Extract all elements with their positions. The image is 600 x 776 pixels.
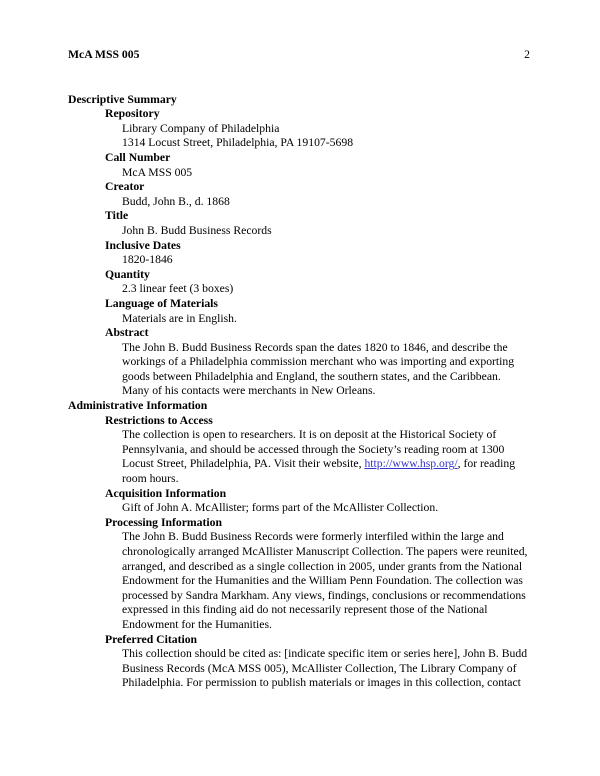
field-label-title: Title: [105, 209, 129, 223]
field-title: [68, 209, 530, 238]
field-label-creator: Creator: [105, 180, 145, 194]
field-label-call-number: Call Number: [105, 150, 171, 164]
field-label-processing: Processing Information: [105, 515, 222, 529]
language-value: Materials are in English.: [122, 311, 237, 325]
descriptive-summary-section: [68, 93, 530, 399]
field-inclusive-dates: [68, 239, 530, 268]
field-acquisition: [68, 487, 530, 516]
field-restrictions: [68, 414, 530, 487]
section-title-administrative-information: Administrative Information: [68, 399, 208, 413]
field-creator: [68, 180, 530, 209]
processing-text: The John B. Budd Business Records were formerly interfiled within the large and chronologically arranged McAllister Manuscript Collection. The papers were reunited, arranged, and described as a single collection in 2005, under grants from the National Endowment for the Humanities and the William Penn Foundation. The collection was processed by Sandra Markham. Any views, findings, conclusions or recommendations expressed in this finding aid do not necessarily represent those of the National Endowment for the Humanities.: [122, 530, 528, 631]
citation-text: This collection should be cited as: [indicate specific item or series here], John B. Budd Business Records (McA MSS 005), McAllister Collection, The Library Company of Philadelphia. For permission to publish materials or images in this collection, contact: [122, 647, 528, 690]
field-label-inclusive-dates: Inclusive Dates: [105, 238, 181, 252]
repository-address: 1314 Locust Street, Philadelphia, PA 19107-5698: [122, 136, 354, 150]
field-repository: [68, 107, 530, 151]
acquisition-text: Gift of John A. McAllister; forms part of the McAllister Collection.: [122, 501, 439, 515]
field-label-citation: Preferred Citation: [105, 632, 198, 646]
field-label-acquisition: Acquisition Information: [105, 486, 227, 500]
field-label-repository: Repository: [105, 107, 160, 121]
title-value: John B. Budd Business Records: [122, 223, 272, 237]
call-number-value: McA MSS 005: [122, 165, 193, 179]
field-abstract: [68, 326, 530, 399]
restrictions-text: [122, 428, 530, 486]
abstract-text: The John B. Budd Business Records span the dates 1820 to 1846, and describe the workings of a Philadelphia commission merchant who was importing and exporting goods between Philadelphia and England, the southern states, and the Caribbean. Many of his contacts were merchants in New Orleans.: [122, 340, 515, 398]
administrative-information-section: [68, 399, 530, 691]
restrictions-text-before-link: The collection is open to researchers. It is on deposit at the Historical Society of Pennsylvania, and should be accessed through the Society’s reading room at 1300 Locust Street, Philadelphia, PA. Visit their website,: [122, 428, 505, 471]
field-language: [68, 297, 530, 326]
field-call-number: [68, 151, 530, 180]
field-processing: [68, 516, 530, 633]
repository-name: Library Company of Philadelphia: [122, 121, 280, 135]
hsp-website-link[interactable]: http://www.hsp.org/: [364, 457, 458, 471]
inclusive-dates-value: 1820-1846: [122, 253, 173, 267]
section-title-descriptive-summary: Descriptive Summary: [68, 92, 177, 106]
quantity-value: 2.3 linear feet (3 boxes): [122, 282, 234, 296]
field-label-abstract: Abstract: [105, 326, 149, 340]
field-label-restrictions: Restrictions to Access: [105, 413, 213, 427]
field-label-quantity: Quantity: [105, 267, 150, 281]
page-header: [68, 48, 530, 63]
field-label-language: Language of Materials: [105, 296, 218, 310]
creator-value: Budd, John B., d. 1868: [122, 194, 230, 208]
field-citation: [68, 633, 530, 691]
document-id: McA MSS 005: [68, 48, 140, 61]
restrictions-text-after-link: , for reading room hours.: [122, 457, 516, 486]
field-quantity: [68, 268, 530, 297]
page-number: 2: [524, 48, 530, 61]
